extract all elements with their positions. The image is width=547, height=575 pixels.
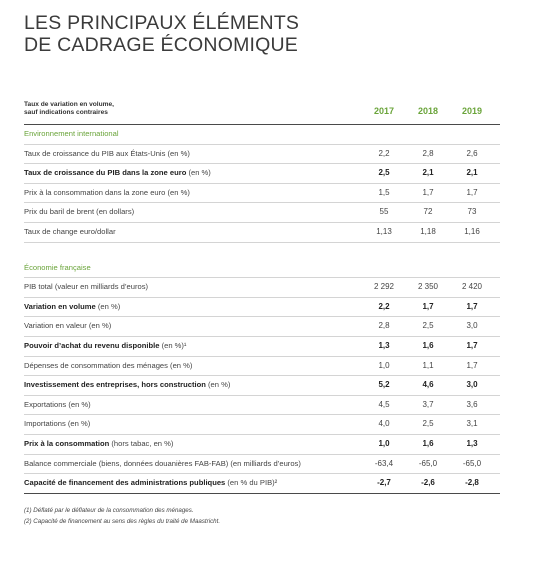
row-label (24, 376, 230, 395)
table-row (24, 184, 500, 204)
row-label (24, 223, 116, 242)
cell-value: 1,3 (378, 340, 390, 350)
row-label-text: Dépenses de consommation des ménages (en %) (24, 360, 193, 370)
cell-value: 1,7 (422, 187, 434, 197)
cell-value: 1,5 (378, 187, 390, 197)
title-line-2: DE CADRAGE ÉCONOMIQUE (24, 34, 298, 56)
cell-value: -2,7 (377, 478, 391, 488)
footnote-2: (2) Capacité de financement au sens des règles du traité de Maastricht. (24, 518, 221, 525)
cell-value: 1,13 (376, 226, 392, 236)
cell-value: 1,16 (464, 226, 480, 236)
cell-value: 2,1 (466, 168, 478, 178)
row-label (24, 396, 91, 415)
cell-value: -65,0 (418, 458, 438, 468)
section-heading-label: Économie française (24, 262, 91, 272)
cell-value: 2 350 (417, 282, 439, 292)
header-label-line-2: sauf indications contraires (24, 109, 108, 116)
table-row (24, 278, 500, 298)
table-row (24, 298, 500, 318)
row-label (24, 164, 211, 183)
row-label-text: Prix à la consommation dans la zone euro (en %) (24, 187, 190, 197)
row-label-bold: Taux de croissance du PIB dans la zone euro (24, 168, 187, 178)
row-label (24, 203, 134, 222)
row-label-text: Variation en valeur (en %) (24, 321, 112, 331)
section-heading (24, 259, 500, 279)
row-label-text: (en %)¹ (159, 340, 187, 350)
cell-value: 73 (467, 207, 477, 217)
cell-value: 3,7 (422, 399, 434, 409)
row-label-bold: Investissement des entreprises, hors construction (24, 380, 206, 390)
row-label (24, 298, 120, 317)
section-heading (24, 125, 500, 145)
row-label-bold: Variation en volume (24, 301, 96, 311)
cell-value: 1,7 (466, 187, 478, 197)
row-label-text: Taux de croissance du PIB aux États-Unis (en %) (24, 148, 190, 158)
table-row (24, 317, 500, 337)
cell-value: 4,6 (422, 380, 434, 390)
row-label (24, 145, 190, 164)
cell-value: 1,3 (466, 438, 478, 448)
row-label-bold: Prix à la consommation (24, 438, 110, 448)
row-label (24, 317, 111, 336)
cell-value: 3,1 (466, 419, 478, 429)
row-label-text: (en %) (95, 301, 121, 311)
cell-value: -65,0 (462, 458, 482, 468)
cell-value: 1,6 (422, 438, 434, 448)
cell-value: 1,7 (422, 301, 434, 311)
cell-value: 2,5 (422, 321, 434, 331)
table-row (24, 415, 500, 435)
header-label-line-1: Taux de variation en volume, (24, 101, 115, 108)
cell-value: 1,7 (466, 301, 478, 311)
row-label-bold: Pouvoir d’achat du revenu disponible (24, 340, 160, 350)
cell-value: 4,0 (378, 419, 390, 429)
section-heading-label: Environnement international (24, 129, 119, 138)
cell-value: 3,0 (466, 380, 478, 390)
cell-value: -2,8 (465, 478, 479, 488)
section-gap (24, 243, 500, 259)
row-label-text: Balance commerciale (biens, données douanières FAB-FAB) (en milliards d’euros) (24, 458, 301, 468)
table-row (24, 357, 500, 377)
row-label (24, 357, 192, 376)
row-label (24, 435, 173, 454)
row-label-text: Importations (en %) (24, 419, 91, 429)
row-label-text: (hors tabac, en %) (109, 438, 174, 448)
row-label-text: Exportations (en %) (24, 399, 91, 409)
cell-value: 1,7 (466, 360, 478, 370)
cell-value: 5,2 (378, 380, 390, 390)
row-label (24, 184, 190, 203)
row-label (24, 455, 301, 474)
row-label (24, 474, 277, 493)
table-row (24, 337, 500, 357)
cell-value: 1,6 (422, 340, 434, 350)
cell-value: 3,6 (466, 399, 478, 409)
row-label (24, 415, 90, 434)
cell-value: 2,5 (422, 419, 434, 429)
economic-table (24, 96, 500, 494)
cell-value: 2,2 (378, 148, 390, 158)
table-row (24, 396, 500, 416)
row-label-text: PIB total (valeur en milliards d’euros) (24, 282, 149, 292)
table-row (24, 376, 500, 396)
row-label-text: Taux de change euro/dollar (24, 226, 116, 236)
cell-value: 72 (423, 207, 433, 217)
row-label-text: Prix du baril de brent (en dollars) (24, 207, 135, 217)
cell-value: 55 (379, 207, 389, 217)
cell-value: 2,5 (378, 168, 390, 178)
cell-value: 2,2 (378, 301, 390, 311)
row-label (24, 278, 148, 297)
table-row (24, 145, 500, 165)
title-line-1: LES PRINCIPAUX ÉLÉMENTS (24, 12, 300, 34)
cell-value: -2,6 (421, 478, 435, 488)
cell-value: 2,6 (466, 148, 478, 158)
table-row (24, 474, 500, 494)
cell-value: 4,5 (378, 399, 390, 409)
header-label (24, 101, 114, 117)
table-row (24, 455, 500, 475)
row-label (24, 337, 186, 356)
cell-value: 2,1 (422, 168, 434, 178)
footnotes (24, 505, 220, 527)
cell-value: 2,8 (378, 321, 390, 331)
table-row (24, 164, 500, 184)
cell-value: 1,0 (378, 438, 390, 448)
cell-value: 1,18 (420, 226, 436, 236)
table-body (24, 125, 500, 494)
page-title (24, 12, 299, 56)
year-header: 2019 (461, 106, 483, 116)
year-header: 2017 (373, 106, 395, 116)
row-label-text: (en % du PIB)² (225, 478, 278, 488)
table-row (24, 203, 500, 223)
cell-value: -63,4 (374, 458, 394, 468)
cell-value: 1,1 (422, 360, 434, 370)
year-header: 2018 (417, 106, 439, 116)
row-label-bold: Capacité de financement des administrations publiques (24, 478, 226, 488)
cell-value: 1,0 (378, 360, 390, 370)
cell-value: 1,7 (466, 340, 478, 350)
cell-value: 2 420 (461, 282, 483, 292)
table-header (24, 96, 500, 125)
table-row (24, 435, 500, 455)
cell-value: 2 292 (373, 282, 395, 292)
cell-value: 2,8 (422, 148, 434, 158)
footnote-1: (1) Déflaté par le déflateur de la consommation des ménages. (24, 507, 194, 514)
table-row (24, 223, 500, 243)
cell-value: 3,0 (466, 321, 478, 331)
row-label-text: (en %) (186, 168, 211, 178)
row-label-text: (en %) (205, 380, 231, 390)
